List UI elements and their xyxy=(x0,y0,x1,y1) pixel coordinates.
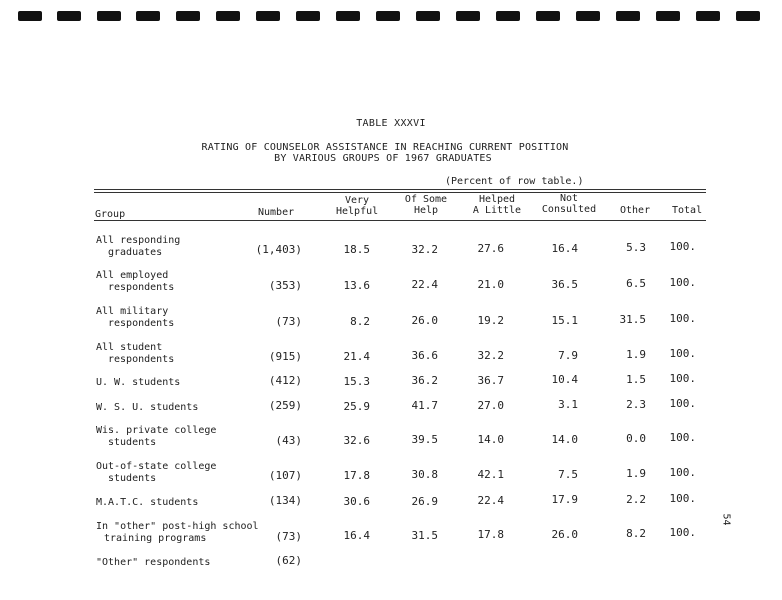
row-label: All employed respondents xyxy=(96,270,175,293)
cell-number: (1,403) xyxy=(255,243,302,256)
punch-hole xyxy=(496,11,520,21)
cell-other: 5.3 xyxy=(626,241,646,254)
cell-not-consulted: 3.1 xyxy=(558,398,578,411)
cell-of-some-help: 41.7 xyxy=(411,399,438,412)
table-title-line-1: RATING OF COUNSELOR ASSISTANCE IN REACHING CURRENT POSITION xyxy=(201,142,569,153)
row-label: U. W. students xyxy=(96,377,181,388)
cell-number: (62) xyxy=(275,554,302,567)
cell-other: 6.5 xyxy=(626,277,646,290)
cell-not-consulted: 14.0 xyxy=(551,433,578,446)
header-of-some-help: Of Some Help xyxy=(404,194,448,216)
cell-number: (73) xyxy=(275,530,302,543)
cell-of-some-help: 30.8 xyxy=(411,468,438,481)
punch-hole xyxy=(416,11,440,21)
cell-other: 0.0 xyxy=(626,432,646,445)
row-label: W. S. U. students xyxy=(96,402,199,413)
cell-number: (353) xyxy=(268,279,302,292)
cell-other: 8.2 xyxy=(626,527,646,540)
cell-very-helpful: 25.9 xyxy=(343,400,370,413)
cell-other: 2.2 xyxy=(626,493,646,506)
cell-number: (107) xyxy=(268,469,302,482)
punch-hole xyxy=(616,11,640,21)
cell-total: 100. xyxy=(669,276,696,289)
cell-of-some-help: 32.2 xyxy=(411,243,438,256)
header-group: Group xyxy=(95,209,126,220)
cell-very-helpful: 21.4 xyxy=(343,350,370,363)
cell-not-consulted: 10.4 xyxy=(551,373,578,386)
punch-hole xyxy=(656,11,680,21)
cell-very-helpful: 16.4 xyxy=(343,529,370,542)
cell-of-some-help: 26.0 xyxy=(411,314,438,327)
cell-very-helpful: 17.8 xyxy=(343,469,370,482)
header-not-consulted: Not Consulted xyxy=(541,193,597,215)
punch-hole xyxy=(216,11,240,21)
header-rule-top-2 xyxy=(94,192,706,193)
header-rule-top xyxy=(94,189,706,190)
cell-very-helpful: 18.5 xyxy=(343,243,370,256)
punch-hole xyxy=(456,11,480,21)
punch-hole xyxy=(136,11,160,21)
cell-helped-a-little: 36.7 xyxy=(477,374,504,387)
row-label: Wis. private college students xyxy=(96,425,217,448)
cell-very-helpful: 8.2 xyxy=(350,315,370,328)
punch-hole xyxy=(296,11,320,21)
cell-total: 100. xyxy=(669,240,696,253)
cell-not-consulted: 26.0 xyxy=(551,528,578,541)
cell-helped-a-little: 21.0 xyxy=(477,278,504,291)
row-label: Out-of-state college students xyxy=(96,461,217,484)
cell-helped-a-little: 27.6 xyxy=(477,242,504,255)
punch-hole xyxy=(536,11,560,21)
punch-hole xyxy=(256,11,280,21)
header-total: Total xyxy=(672,205,703,216)
header-rule-bottom xyxy=(94,220,706,221)
cell-number: (134) xyxy=(268,494,302,507)
cell-helped-a-little: 42.1 xyxy=(477,468,504,481)
cell-helped-a-little: 14.0 xyxy=(477,433,504,446)
cell-number: (73) xyxy=(275,315,302,328)
cell-total: 100. xyxy=(669,492,696,505)
punch-hole xyxy=(57,11,81,21)
cell-total: 100. xyxy=(669,526,696,539)
cell-number: (43) xyxy=(275,434,302,447)
cell-total: 100. xyxy=(669,372,696,385)
cell-not-consulted: 7.5 xyxy=(558,468,578,481)
cell-number: (412) xyxy=(268,374,302,387)
cell-of-some-help: 36.6 xyxy=(411,349,438,362)
cell-very-helpful: 32.6 xyxy=(343,434,370,447)
row-label: All student respondents xyxy=(96,342,175,365)
punch-strip xyxy=(0,6,782,24)
cell-of-some-help: 31.5 xyxy=(411,529,438,542)
row-label: In "other" post-high school training programs xyxy=(96,521,259,544)
punch-hole xyxy=(576,11,600,21)
cell-very-helpful: 30.6 xyxy=(343,495,370,508)
cell-helped-a-little: 19.2 xyxy=(477,314,504,327)
row-label: M.A.T.C. students xyxy=(96,497,199,508)
cell-helped-a-little: 22.4 xyxy=(477,494,504,507)
punch-hole xyxy=(97,11,121,21)
cell-not-consulted: 36.5 xyxy=(551,278,578,291)
row-label: All military respondents xyxy=(96,306,175,329)
row-label: All responding graduates xyxy=(96,235,181,258)
cell-not-consulted: 7.9 xyxy=(558,349,578,362)
cell-total: 100. xyxy=(669,347,696,360)
table-number: TABLE XXXVI xyxy=(356,118,426,129)
punch-hole xyxy=(696,11,720,21)
cell-of-some-help: 39.5 xyxy=(411,433,438,446)
cell-helped-a-little: 17.8 xyxy=(477,528,504,541)
cell-other: 1.5 xyxy=(626,373,646,386)
cell-very-helpful: 13.6 xyxy=(343,279,370,292)
cell-of-some-help: 22.4 xyxy=(411,278,438,291)
punch-hole xyxy=(18,11,42,21)
cell-helped-a-little: 32.2 xyxy=(477,349,504,362)
page-number: 54 xyxy=(720,513,732,526)
punch-hole xyxy=(336,11,360,21)
table-title-line-2: BY VARIOUS GROUPS OF 1967 GRADUATES xyxy=(274,153,492,164)
cell-other: 1.9 xyxy=(626,467,646,480)
table-note: (Percent of row table.) xyxy=(445,176,584,187)
header-number: Number xyxy=(258,207,295,218)
header-helped-a-little: Helped A Little xyxy=(472,194,522,216)
punch-hole xyxy=(736,11,760,21)
cell-of-some-help: 26.9 xyxy=(411,495,438,508)
cell-other: 2.3 xyxy=(626,398,646,411)
header-other: Other xyxy=(620,205,651,216)
cell-very-helpful: 15.3 xyxy=(343,375,370,388)
cell-number: (259) xyxy=(268,399,302,412)
header-very-helpful: Very Helpful xyxy=(336,195,379,217)
punch-hole xyxy=(176,11,200,21)
cell-other: 31.5 xyxy=(619,313,646,326)
punch-hole xyxy=(376,11,400,21)
cell-of-some-help: 36.2 xyxy=(411,374,438,387)
cell-total: 100. xyxy=(669,312,696,325)
cell-total: 100. xyxy=(669,466,696,479)
row-label: "Other" respondents xyxy=(96,557,211,568)
cell-total: 100. xyxy=(669,431,696,444)
cell-helped-a-little: 27.0 xyxy=(477,399,504,412)
cell-total: 100. xyxy=(669,397,696,410)
cell-number: (915) xyxy=(268,350,302,363)
cell-not-consulted: 15.1 xyxy=(551,314,578,327)
cell-other: 1.9 xyxy=(626,348,646,361)
cell-not-consulted: 17.9 xyxy=(551,493,578,506)
cell-not-consulted: 16.4 xyxy=(551,242,578,255)
